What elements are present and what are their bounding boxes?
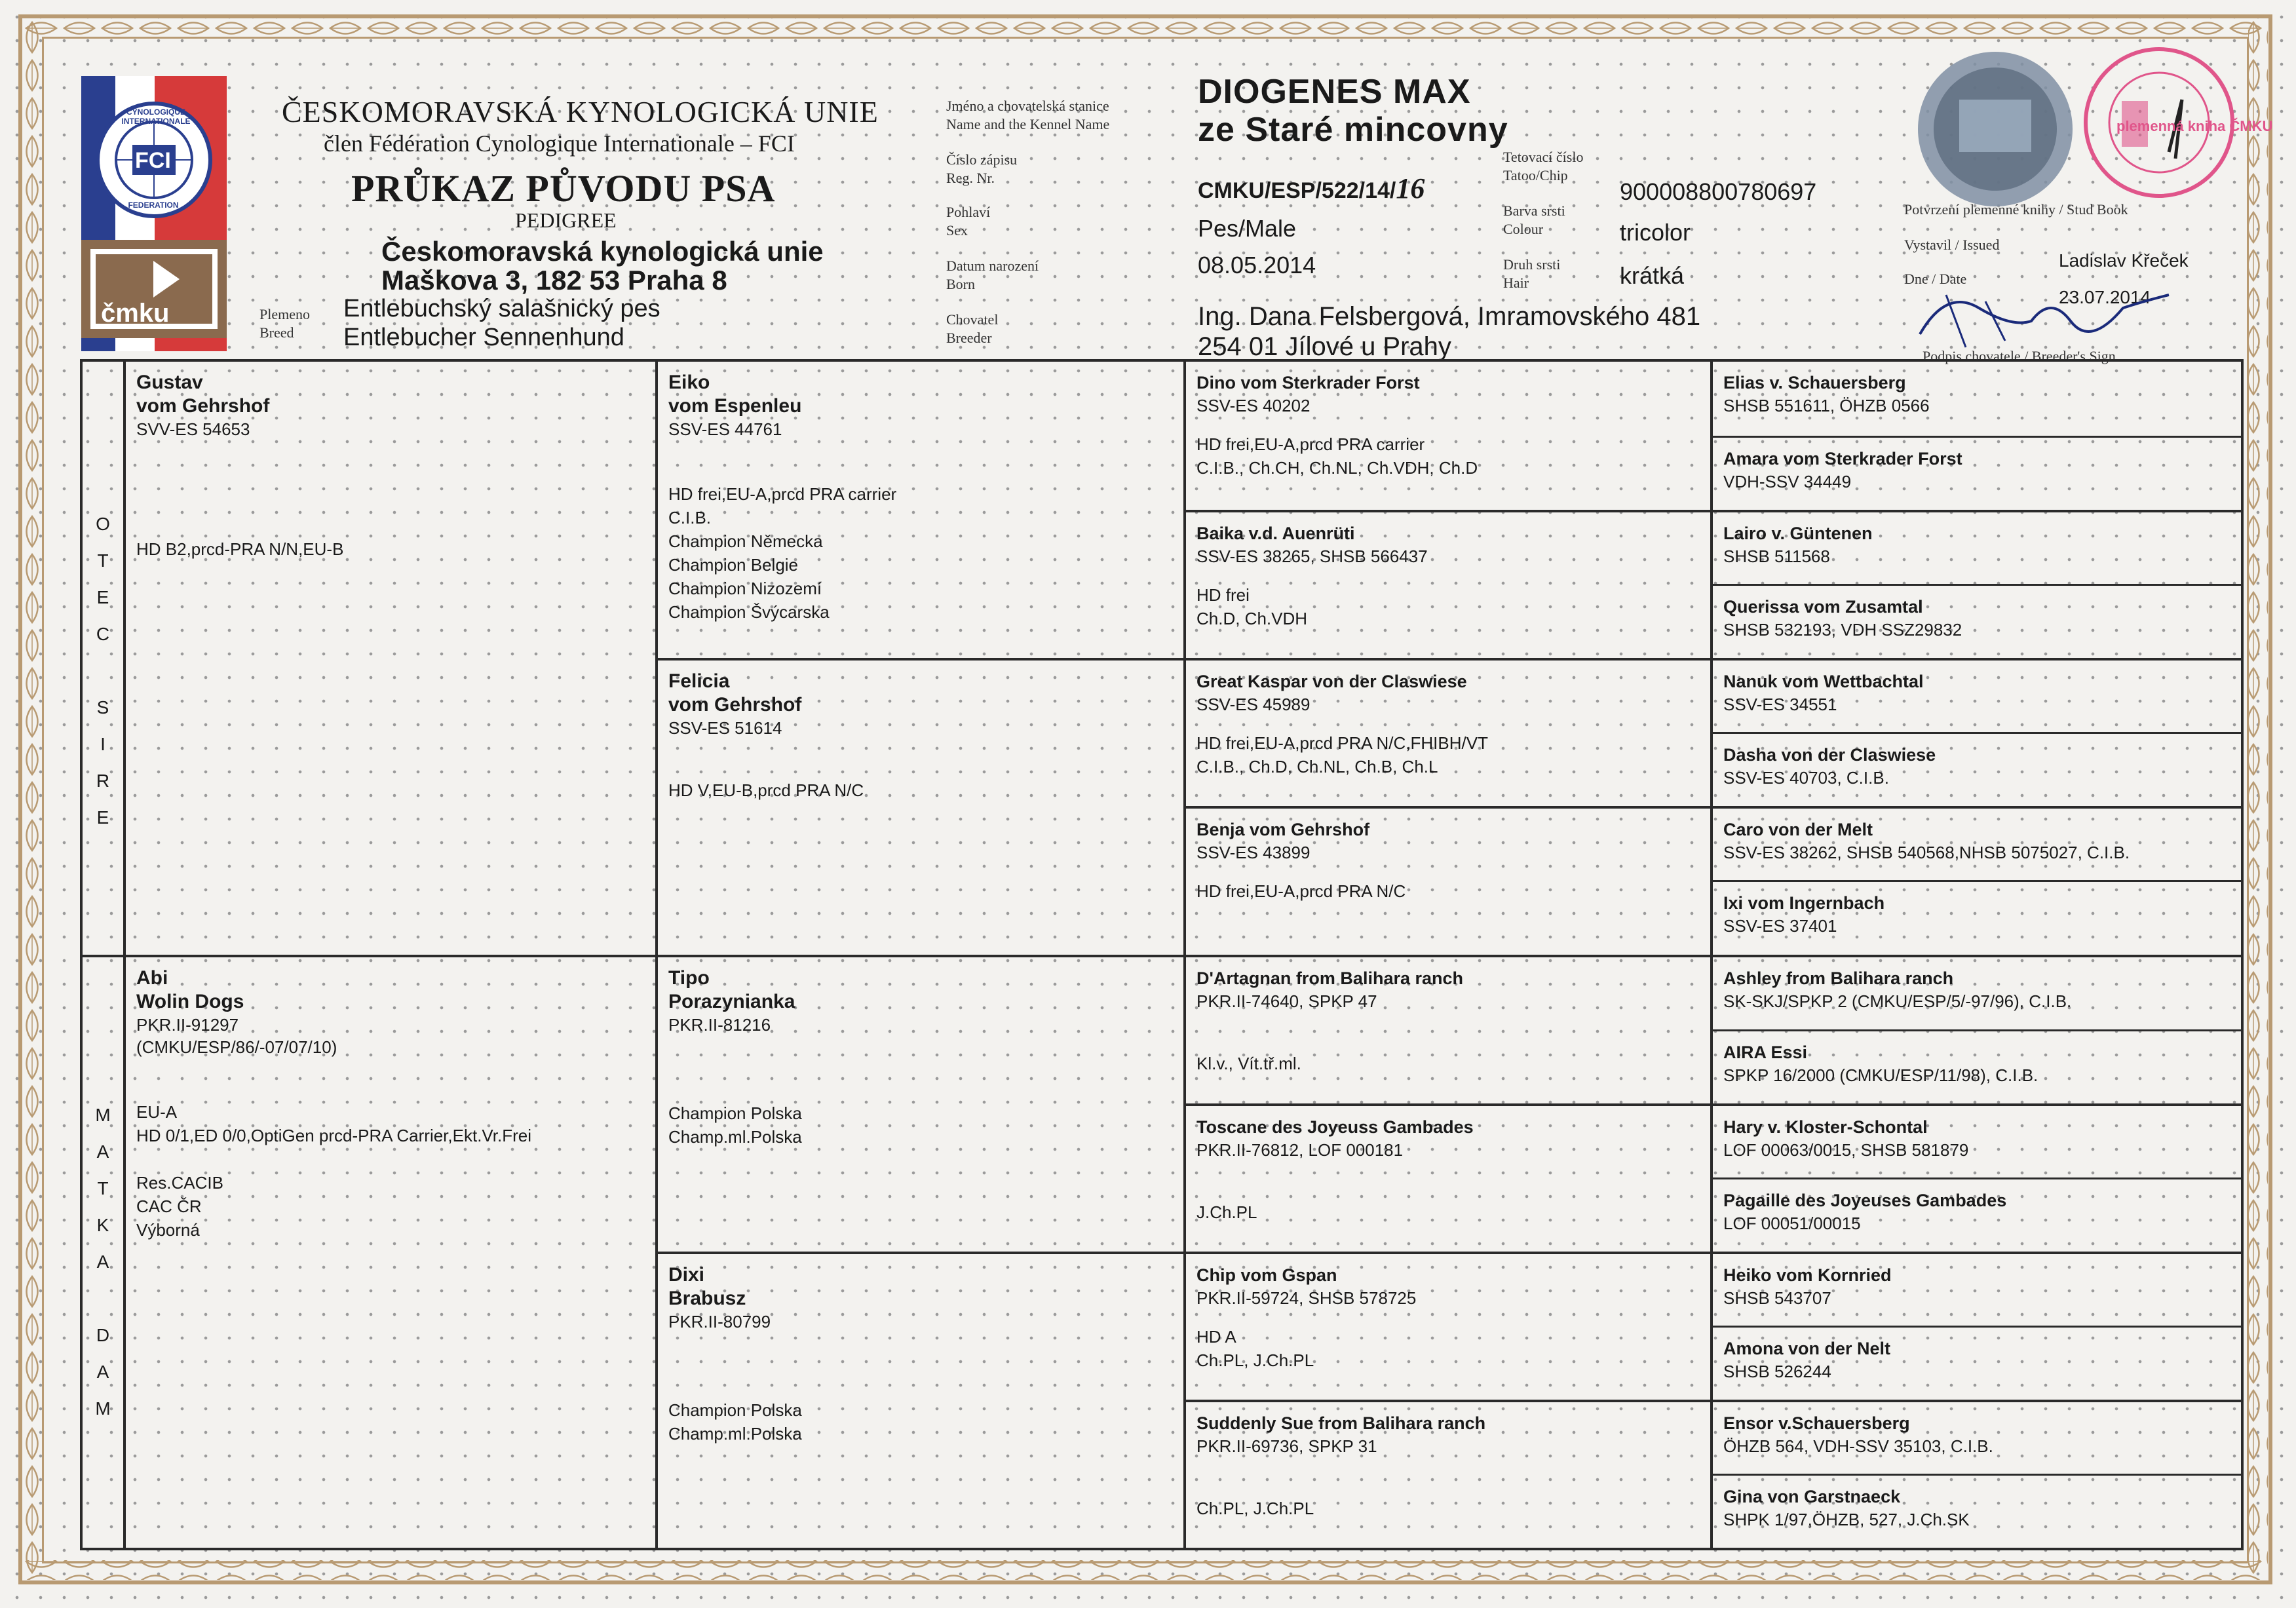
ancestor-note: HD frei,EU-A,prcd PRA N/C <box>1196 881 1406 901</box>
ancestor-note: HD A <box>1196 1327 1236 1347</box>
ancestor-kennel: vom Gehrshof <box>136 395 270 417</box>
ancestor-note: HD frei <box>1196 585 1250 605</box>
ancestor-note: HD frei,EU-A,prcd PRA N/C,FHIBH/VT <box>1196 733 1488 753</box>
ancestor-note: C.I.B., Ch.CH, Ch.NL, Ch.VDH, Ch.D <box>1196 458 1478 478</box>
stamp-text: plemenná kniha ČMKU <box>2116 118 2273 134</box>
ancestor-name: Chip vom Gspan <box>1196 1265 1337 1285</box>
dam-side-label <box>86 1097 119 1427</box>
gen4-cell <box>1713 362 2244 436</box>
ancestor-name: Pagaille des Joyeuses Gambades <box>1723 1191 2007 1210</box>
ancestor-name: Eiko <box>668 372 710 393</box>
ancestor-note: Champion Švýcarska <box>668 602 830 622</box>
ancestor-note: CAC ČR <box>136 1196 202 1216</box>
ancestor-note: Champ.ml.Polska <box>668 1127 802 1147</box>
ancestor-reg: PKR.II-74640, SPKP 47 <box>1196 991 1377 1011</box>
ancestor-note: Champion Nizozemí <box>668 579 822 598</box>
ancestor-reg: SSV-ES 38265, SHSB 566437 <box>1196 546 1428 566</box>
name-label-2: Name and the Kennel Name <box>946 116 1110 132</box>
ancestor-name: Dixi <box>668 1264 705 1286</box>
ancestor-kennel: vom Espenleu <box>668 395 802 417</box>
ancestor-name: Toscane des Joyeuss Gambades <box>1196 1117 1474 1137</box>
ancestor-reg: LOF 00051/00015 <box>1723 1214 1861 1233</box>
logo-ring-text-2: FEDERATION <box>128 201 179 210</box>
great-grandparent-cell <box>1186 809 1710 955</box>
logo-cmku-text: čmku <box>101 299 170 328</box>
gen4-cell <box>1713 512 2244 584</box>
sire-side-label <box>86 506 119 836</box>
sire-letter: R <box>96 771 110 791</box>
ancestor-name: Gina von Garstnaeck <box>1723 1487 1901 1506</box>
ancestor-name: Great Kaspar von der Claswiese <box>1196 672 1467 691</box>
ancestor-reg: SHSB 543707 <box>1723 1288 1831 1308</box>
sire-letter: T <box>97 550 109 571</box>
dog-name-line2: ze Staré mincovny <box>1198 111 1508 149</box>
breed-label-en: Breed <box>259 324 294 341</box>
pedigree-table <box>80 359 2244 1550</box>
dam-cell <box>126 957 655 1550</box>
ancestor-reg: LOF 00063/0015, SHSB 581879 <box>1723 1140 1969 1160</box>
sire-letter: E <box>96 587 109 607</box>
org-name: ČESKOMORAVSKÁ KYNOLOGICKÁ UNIE <box>282 95 879 128</box>
dam-letter: D <box>96 1325 110 1345</box>
sex-label-2: Sex <box>946 222 968 239</box>
dam-letter: A <box>96 1362 109 1382</box>
ancestor-reg: SPKP 16/2000 (CMKU/ESP/11/98), C.I.B. <box>1723 1065 2038 1085</box>
breeder-label-2: Breeder <box>946 330 992 346</box>
ancestor-reg: SHSB 511568 <box>1723 546 1830 566</box>
ancestor-name: Tipo <box>668 967 710 989</box>
breed-de: Entlebucher Sennenhund <box>343 324 624 351</box>
great-grandparent-cell <box>1186 660 1710 806</box>
ancestor-reg: ÖHZB 564, VDH-SSV 35103, C.I.B. <box>1723 1436 1993 1456</box>
ancestor-note: Champion Belgie <box>668 555 799 575</box>
gen4-cell <box>1713 1254 2244 1326</box>
issued-label: Vystavil / Issued <box>1904 237 2000 253</box>
ancestor-note: Champion Polska <box>668 1400 802 1420</box>
ancestor-note: C.I.B. <box>668 508 712 527</box>
ancestor-reg: SSV-ES 38262, SHSB 540568,NHSB 5075027, C.I.B. <box>1723 843 2130 862</box>
ancestor-reg: SSV-ES 45989 <box>1196 695 1311 714</box>
colour-label-2: Colour <box>1503 221 1544 237</box>
gen4-cell <box>1713 1476 2244 1548</box>
issued-by: Ladislav Křeček <box>2059 250 2189 271</box>
gen4-cell <box>1713 586 2244 660</box>
ancestor-note: Champion Německa <box>668 531 823 551</box>
reg-number-suffix: 16 <box>1396 172 1425 204</box>
ancestor-name: Abi <box>136 967 168 989</box>
ancestor-reg: SHSB 551611, ÖHZB 0566 <box>1723 396 1930 415</box>
born-label-2: Born <box>946 276 975 292</box>
ancestor-name: Baika v.d. Auenrüti <box>1196 524 1355 543</box>
ancestor-note: C.I.B., Ch.D, Ch.NL, Ch.B, Ch.L <box>1196 757 1438 776</box>
breeder-line2: 254 01 Jílové u Prahy <box>1198 332 1451 361</box>
ancestor-name: Lairo v. Güntenen <box>1723 524 1873 543</box>
grandparent-cell <box>658 1254 1183 1550</box>
reg-number-main: CMKU/ESP/522/14/ <box>1198 178 1396 203</box>
breeder-signature <box>1907 282 2182 354</box>
ancestor-reg: SVV-ES 54653 <box>136 419 250 439</box>
dam-letter: A <box>96 1141 109 1162</box>
ancestor-name: Nanuk vom Wettbachtal <box>1723 672 1924 691</box>
born-value: 08.05.2014 <box>1198 252 1316 278</box>
dam-letter: K <box>96 1215 109 1235</box>
ancestor-note: Champ.ml.Polska <box>668 1424 802 1444</box>
reg-label-2: Reg. Nr. <box>946 170 995 186</box>
gen4-cell <box>1713 734 2244 806</box>
gen4-cell <box>1713 957 2244 1029</box>
ancestor-note: HD frei,EU-A,prcd PRA carrier <box>1196 434 1425 454</box>
sire-letter: I <box>100 734 105 754</box>
breeder-line1: Ing. Dana Felsbergová, Imramovského 481 <box>1198 302 1701 331</box>
ancestor-reg: SSV-ES 43899 <box>1196 843 1311 862</box>
ancestor-note: Champion Polska <box>668 1103 802 1123</box>
ancestor-name: Suddenly Sue from Balihara ranch <box>1196 1413 1486 1433</box>
ancestor-reg: SSV-ES 44761 <box>668 419 782 439</box>
sire-letter: E <box>96 807 109 828</box>
hair-label-1: Druh srsti <box>1503 256 1561 273</box>
sire-letter <box>86 653 119 689</box>
stud-book-confirm-label: Potvrzení plemenné knihy / Stud Book <box>1904 201 2128 218</box>
gen4-cell <box>1713 1402 2244 1474</box>
chip-value: 900008800780697 <box>1620 178 1817 205</box>
fci-cmku-logo <box>81 76 227 351</box>
ancestor-reg: SHSB 526244 <box>1723 1362 1831 1381</box>
colour-label-1: Barva srsti <box>1503 202 1565 219</box>
colour-value: tricolor <box>1620 219 1691 246</box>
tattoo-label-1: Tetovací číslo <box>1503 149 1584 165</box>
ancestor-name: Ixi vom Ingernbach <box>1723 893 1885 913</box>
ancestor-name: Dasha von der Claswiese <box>1723 745 1936 765</box>
breed-cz: Entlebuchský salašnický pes <box>343 295 660 322</box>
ancestor-reg: SK-SKJ/SPKP 2 (CMKU/ESP/5/-97/96), C.I.B. <box>1723 991 2072 1011</box>
ancestor-name: Dino vom Sterkrader Forst <box>1196 373 1420 392</box>
sex-value: Pes/Male <box>1198 215 1297 242</box>
ancestor-name: Benja vom Gehrshof <box>1196 820 1370 839</box>
sire-letter: O <box>96 514 110 534</box>
ancestor-name: Ensor v.Schauersberg <box>1723 1413 1910 1433</box>
dam-letter: A <box>96 1252 109 1272</box>
ancestor-reg-2: (CMKU/ESP/86/-07/07/10) <box>136 1037 337 1057</box>
ancestor-name: Elias v. Schauersberg <box>1723 373 1906 392</box>
ancestor-notes: HD B2,prcd-PRA N/N,EU-B <box>136 539 344 559</box>
ancestor-kennel: Brabusz <box>668 1288 746 1309</box>
issuer-address: Maškova 3, 182 53 Praha 8 <box>381 265 727 296</box>
doc-title-en: PEDIGREE <box>515 208 617 232</box>
ancestor-reg: VDH-SSV 34449 <box>1723 472 1852 491</box>
org-member: člen Fédération Cynologique Internationale – FCI <box>324 130 795 157</box>
dog-name-line1: DIOGENES MAX <box>1198 73 1471 111</box>
ancestor-reg: PKR.II-81216 <box>668 1015 771 1035</box>
tattoo-label-2: Tatoo/Chip <box>1503 167 1568 183</box>
sex-label-1: Pohlaví <box>946 204 991 220</box>
ancestor-name: D'Artagnan from Balihara ranch <box>1196 968 1464 988</box>
ancestor-reg: PKR.II-76812, LOF 000181 <box>1196 1140 1404 1160</box>
ancestor-name: Caro von der Melt <box>1723 820 1873 839</box>
issue-date: 23.07.2014 <box>2059 287 2151 307</box>
ancestor-note: J.Ch.PL <box>1196 1202 1257 1222</box>
gen4-cell <box>1713 1106 2244 1177</box>
ancestor-name: Felicia <box>668 670 730 692</box>
name-label-1: Jméno a chovatelská stanice <box>946 98 1109 114</box>
ancestor-reg: PKR.II-59724, SHSB 578725 <box>1196 1288 1417 1308</box>
grandparent-cell <box>658 957 1183 1252</box>
great-grandparent-cell <box>1186 362 1710 510</box>
doc-title: PRŮKAZ PŮVODU PSA <box>351 167 776 210</box>
ancestor-name: Heiko vom Kornried <box>1723 1265 1892 1285</box>
breeder-label-1: Chovatel <box>946 311 999 328</box>
gen4-cell <box>1713 1328 2244 1400</box>
sign-label: Podpis chovatele / Breeder's Sign. <box>1923 348 2120 364</box>
gen4-cell <box>1713 882 2244 955</box>
reg-label-1: Číslo zápisu <box>946 151 1018 168</box>
ancestor-note: Kl.v., Vít.tř.ml. <box>1196 1054 1301 1073</box>
hair-value: krátká <box>1620 262 1685 289</box>
ancestor-kennel: vom Gehrshof <box>668 694 802 716</box>
ancestor-name: Ashley from Balihara ranch <box>1723 968 1954 988</box>
great-grandparent-cell <box>1186 1254 1710 1400</box>
ancestor-name: Querissa vom Zusamtal <box>1723 597 1923 617</box>
gen4-cell <box>1713 438 2244 512</box>
ancestor-note: EU-A <box>136 1102 178 1122</box>
ancestor-note: Ch.D, Ch.VDH <box>1196 609 1308 628</box>
sire-cell <box>126 362 655 955</box>
great-grandparent-cell <box>1186 1402 1710 1550</box>
logo-fci-text: FCI <box>135 148 171 173</box>
ancestor-note: Res.CACIB <box>136 1173 223 1193</box>
ancestor-note: Ch.PL, J.Ch.PL <box>1196 1499 1314 1518</box>
sire-letter: S <box>96 697 109 718</box>
ancestor-reg: PKR.II-91297 <box>136 1015 239 1035</box>
gen4-cell <box>1713 660 2244 732</box>
date-label: Dne / Date <box>1904 271 1967 287</box>
grandparent-cell <box>658 660 1183 955</box>
ancestor-reg: SSV-ES 40202 <box>1196 396 1311 415</box>
ancestor-note: Ch.PL, J.Ch.PL <box>1196 1350 1314 1370</box>
ancestor-note: HD V,EU-B,prcd PRA N/C <box>668 780 864 800</box>
sire-letter: C <box>96 624 110 644</box>
gen4-cell <box>1713 809 2244 880</box>
reg-number <box>1198 172 1425 205</box>
ancestor-reg: SSV-ES 51614 <box>668 718 782 738</box>
ancestor-reg: SHPK 1/97,ÖHZB, 527, J.Ch.SK <box>1723 1510 1970 1529</box>
ancestor-note: Výborná <box>136 1220 200 1240</box>
dam-letter <box>86 1280 119 1317</box>
ancestor-note: HD 0/1,ED 0/0,OptiGen prcd-PRA Carrier,Ekt.Vr.Frei <box>136 1126 532 1145</box>
dam-letter: M <box>95 1105 111 1125</box>
ancestor-reg: PKR.II-69736, SPKP 31 <box>1196 1436 1377 1456</box>
born-label-1: Datum narození <box>946 258 1039 274</box>
ancestor-name: Hary v. Kloster-Schontal <box>1723 1117 1928 1137</box>
great-grandparent-cell <box>1186 957 1710 1103</box>
dam-letter: M <box>95 1398 111 1419</box>
great-grandparent-cell <box>1186 1106 1710 1252</box>
breed-label-cz: Plemeno <box>259 306 310 322</box>
ancestor-note: HD frei,EU-A,prcd PRA carrier <box>668 484 897 504</box>
grandparent-cell <box>658 362 1183 658</box>
ancestor-reg: SHSB 532193, VDH SSZ29832 <box>1723 620 1962 640</box>
ancestor-name: AIRA Essi <box>1723 1043 1808 1062</box>
ancestor-name: Gustav <box>136 372 203 393</box>
gen4-cell <box>1713 1031 2244 1103</box>
ancestor-reg: SSV-ES 37401 <box>1723 916 1837 936</box>
dam-letter: T <box>97 1178 109 1198</box>
ancestor-name: Amona von der Nelt <box>1723 1339 1891 1358</box>
issuer-name: Českomoravská kynologická unie <box>381 236 824 267</box>
hair-label-2: Hair <box>1503 275 1529 291</box>
logo-ring-text: CYNOLOGIQUE INTERNATIONALE <box>121 107 191 126</box>
ancestor-kennel: Wolin Dogs <box>136 991 244 1012</box>
ancestor-reg: PKR.II-80799 <box>668 1312 771 1331</box>
ancestor-name: Amara vom Sterkrader Forst <box>1723 449 1962 469</box>
ancestor-kennel: Porazynianka <box>668 991 795 1012</box>
ancestor-reg: SSV-ES 40703, C.I.B. <box>1723 768 1889 788</box>
hologram-seal <box>1913 47 2077 211</box>
ancestor-reg: SSV-ES 34551 <box>1723 695 1837 714</box>
gen4-cell <box>1713 1179 2244 1252</box>
